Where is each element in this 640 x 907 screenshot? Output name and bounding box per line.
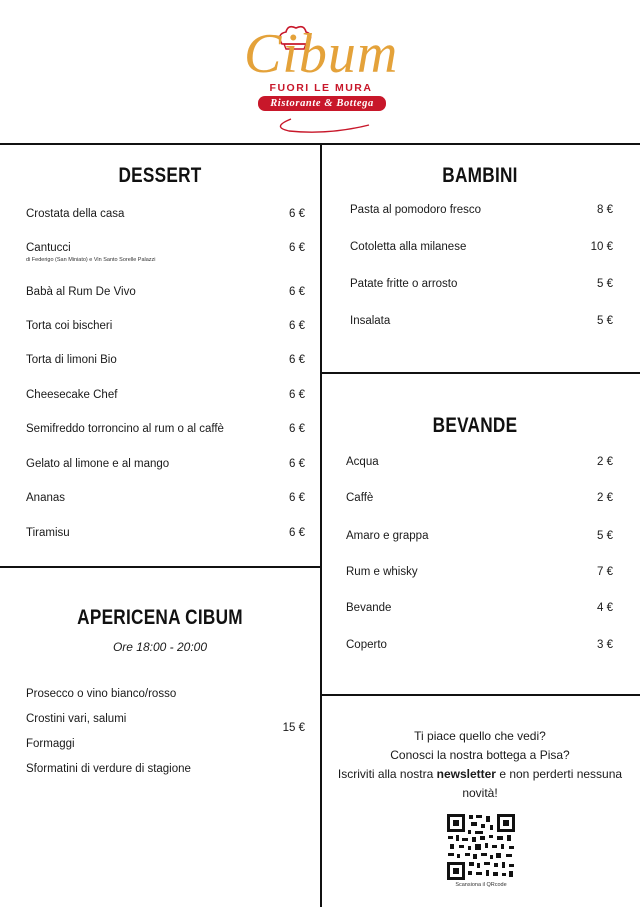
dessert-heading: DESSERT xyxy=(118,164,202,187)
apericena-price: 15 € xyxy=(282,722,305,734)
dessert-price: 6 € xyxy=(289,458,305,470)
bevande-price: 5 € xyxy=(597,530,613,542)
dessert-item: Crostata della casa xyxy=(26,208,125,220)
apericena-hours: Ore 18:00 - 20:00 xyxy=(112,640,208,654)
bevande-price: 4 € xyxy=(597,602,613,614)
bambini-item: Cotoletta alla milanese xyxy=(350,241,467,253)
apericena-item: Prosecco o vino bianco/rosso xyxy=(26,688,177,700)
qr-code-icon[interactable] xyxy=(446,813,516,881)
bevande-item: Bevande xyxy=(346,602,392,614)
dessert-item: Torta di limoni Bio xyxy=(26,354,117,366)
logo xyxy=(0,0,640,140)
newsletter-promo xyxy=(330,727,630,803)
bambini-price: 5 € xyxy=(597,315,613,327)
dessert-price: 6 € xyxy=(289,389,305,401)
dessert-price: 6 € xyxy=(289,527,305,539)
dessert-item: Cheesecake Chef xyxy=(26,389,118,401)
logo-wordmark: Cibum xyxy=(244,23,399,85)
dessert-price: 6 € xyxy=(289,492,305,504)
dessert-item: Tiramisu xyxy=(26,527,70,539)
divider-left xyxy=(0,566,321,568)
bambini-price: 8 € xyxy=(597,204,613,216)
bambini-item: Insalata xyxy=(350,315,391,327)
bambini-item: Pasta al pomodoro fresco xyxy=(350,204,482,216)
dessert-price: 6 € xyxy=(289,423,305,435)
dessert-price: 6 € xyxy=(289,354,305,366)
bevande-item: Amaro e grappa xyxy=(346,530,429,542)
promo-line-3 xyxy=(330,765,630,803)
dessert-price: 6 € xyxy=(289,208,305,220)
apericena-item: Formaggi xyxy=(26,738,75,750)
divider-right-upper xyxy=(320,372,640,374)
apericena-item: Sformatini di verdure di stagione xyxy=(26,763,191,775)
logo-badge: Ristorante & Bottega xyxy=(258,96,386,111)
divider-vertical xyxy=(320,143,322,907)
promo-line-3-pre: Iscriviti alla nostra xyxy=(337,767,434,781)
dessert-price: 6 € xyxy=(289,320,305,332)
apericena-item: Crostini vari, salumi xyxy=(26,713,127,725)
bambini-price: 10 € xyxy=(590,241,613,253)
dessert-item: Ananas xyxy=(26,492,66,504)
bevande-heading: BEVANDE xyxy=(432,414,518,437)
dessert-item-note: di Federigo (San Miniato) e Vin Santo Sorelle Palazzi xyxy=(26,257,156,263)
divider-right-lower xyxy=(320,694,640,696)
dessert-price: 6 € xyxy=(289,242,305,254)
bambini-price: 5 € xyxy=(597,278,613,290)
bevande-item: Coperto xyxy=(346,639,387,651)
newsletter-link[interactable]: newsletter xyxy=(436,767,496,781)
dessert-item: Babà al Rum De Vivo xyxy=(26,286,136,298)
apericena-heading: APERICENA CIBUM xyxy=(77,606,243,629)
promo-line-1: Ti piace quello che vedi? xyxy=(414,729,546,743)
promo-line-3-post: e non perderti nessuna novità! xyxy=(462,767,623,800)
logo-subtitle: FUORI LE MURA xyxy=(269,82,373,94)
bevande-price: 2 € xyxy=(597,456,613,468)
bevande-price: 7 € xyxy=(597,566,613,578)
bevande-item: Caffè xyxy=(346,492,374,504)
promo-line-2: Conosci la nostra bottega a Pisa? xyxy=(390,748,570,762)
dessert-item: Torta coi bischeri xyxy=(26,320,113,332)
bevande-item: Rum e whisky xyxy=(346,566,418,578)
bevande-price: 3 € xyxy=(597,639,613,651)
dessert-item: Cantucci xyxy=(26,242,71,254)
bambini-item: Patate fritte o arrosto xyxy=(350,278,458,290)
bevande-item: Acqua xyxy=(346,456,379,468)
bambini-heading: BAMBINI xyxy=(442,164,518,187)
dessert-price: 6 € xyxy=(289,286,305,298)
qr-caption: Scansiona il QRcode xyxy=(455,882,507,888)
dessert-item: Gelato al limone e al mango xyxy=(26,458,170,470)
bevande-price: 2 € xyxy=(597,492,613,504)
dessert-item: Semifreddo torroncino al rum o al caffè xyxy=(26,423,224,435)
